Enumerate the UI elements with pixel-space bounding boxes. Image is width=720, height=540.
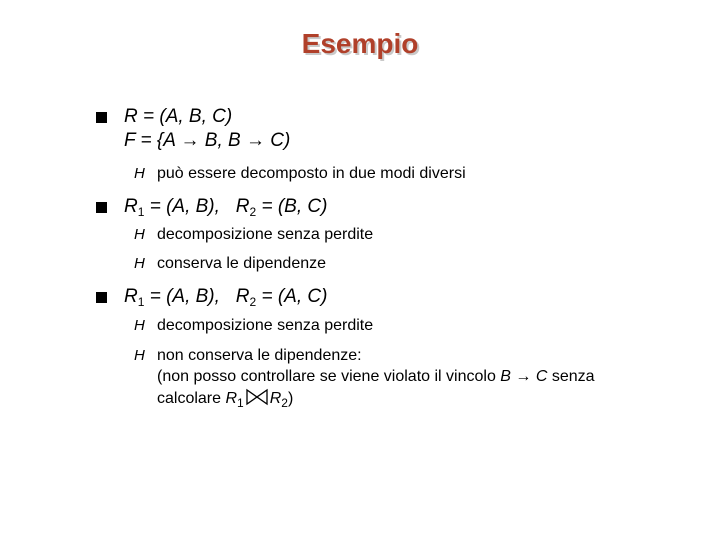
natural-join-icon <box>244 388 270 406</box>
square-bullet-icon <box>96 292 107 303</box>
h-glyph-icon: H <box>134 226 145 243</box>
h-glyph-icon: H <box>134 317 145 334</box>
item2-note-preserves: conserva le dipendenze <box>157 255 327 272</box>
h-glyph-icon: H <box>134 165 145 182</box>
h-glyph-icon: H <box>134 255 145 272</box>
item1-note: può essere decomposto in due modi diversi <box>157 165 466 182</box>
square-bullet-icon <box>96 202 107 213</box>
relation-schema: R = (A, B, C) <box>124 106 233 127</box>
item3-note-join: calcolare $R_1$ $R_2$) <box>157 390 294 410</box>
h-glyph-icon: H <box>134 347 145 364</box>
dependency-set: F = {A → B, B → C) <box>124 130 291 151</box>
decomposition-1: $R_1 = (A$, B), $R_2 = (B$, C) <box>124 196 328 219</box>
square-bullet-icon <box>96 112 107 123</box>
item2-note-lossless: decomposizione senza perdite <box>157 226 374 243</box>
decomposition-2: $R_1 = (A$, B), $R_2 = (A$, C) <box>124 286 328 309</box>
slide-title: Esempio <box>301 28 419 59</box>
item3-note-explanation: (non posso controllare se viene violato il vincolo B → C senza <box>157 368 595 385</box>
item3-note-not-preserving: non conserva le dipendenze: <box>157 347 362 364</box>
item3-note-lossless: decomposizione senza perdite <box>157 317 374 334</box>
